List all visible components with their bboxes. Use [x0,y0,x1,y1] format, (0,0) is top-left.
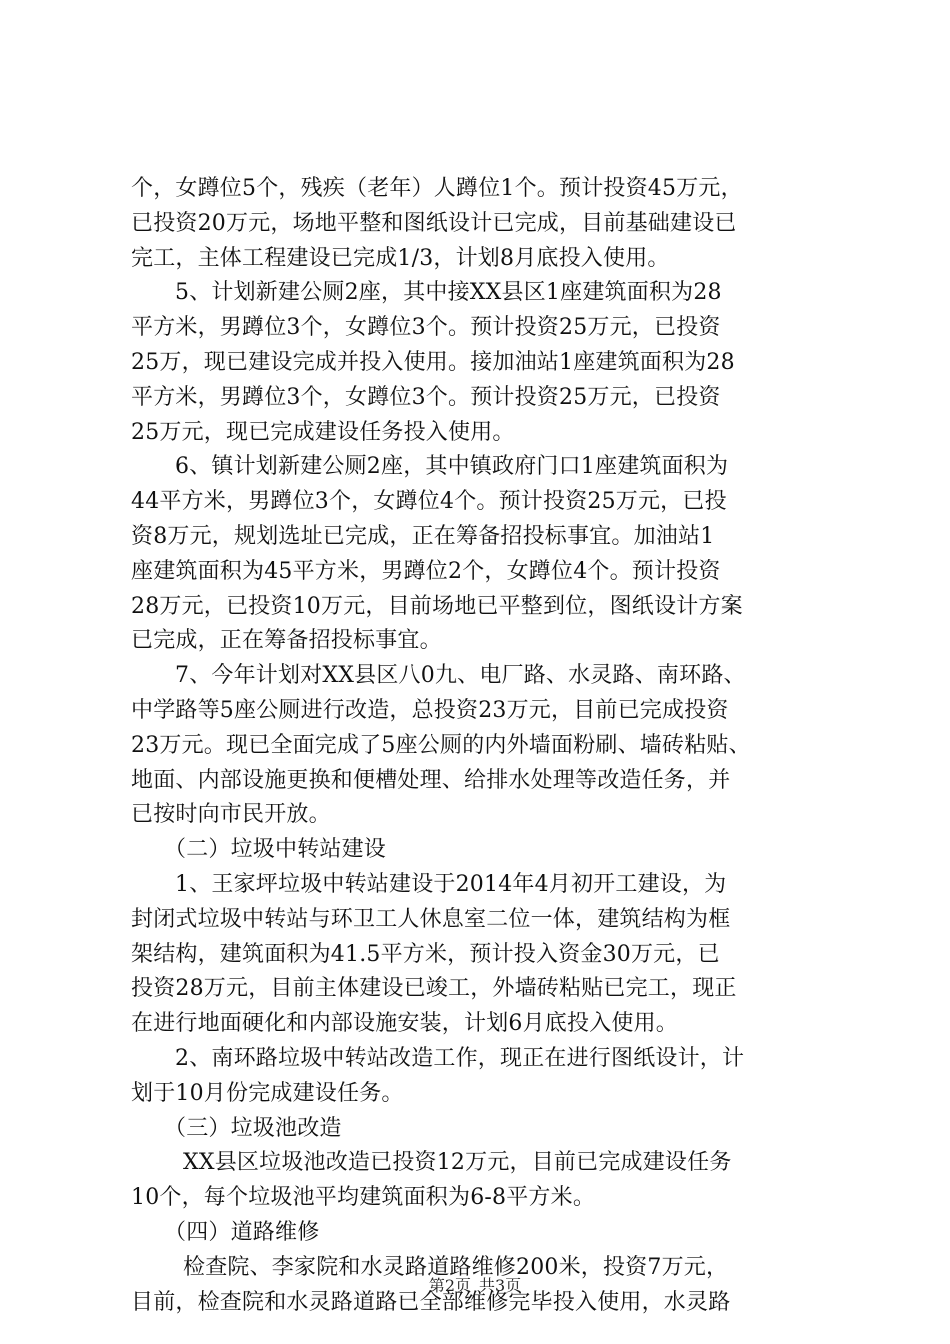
page-footer [0,1276,950,1296]
paragraph-road-repair: 检查院、李家院和水灵路道路维修200米，投资7万元， [183,1254,729,1280]
text-line: 目前，检查院和水灵路道路已全部维修完毕投入使用，水灵路 [131,1289,731,1315]
text-line: 架结构，建筑面积为41.5平方米，预计投入资金30万元，已 [131,941,720,967]
text-line: 座建筑面积为45平方米，男蹲位2个，女蹲位4个。预计投资 [131,558,721,584]
paragraph-6-start: 6、镇计划新建公厕2座，其中镇政府门口1座建筑面积为 [175,454,729,480]
text-line: 已完成，正在筹备招投标事宜。 [131,628,442,654]
section-heading: （三）垃圾池改造 [164,1115,342,1141]
paragraph-garbage-pool: XX县区垃圾池改造已投资12万元，目前已完成建设任务 [183,1150,732,1176]
text-line: 完工，主体工程建设已完成1/3，计划8月底投入使用。 [131,245,670,271]
section-heading: （四）道路维修 [164,1219,320,1245]
text-line: 划于10月份完成建设任务。 [131,1080,404,1106]
paragraph-7-start: 7、今年计划对XX县区八0九、电厂路、水灵路、南环路、 [175,663,746,689]
text-line: 平方米，男蹲位3个，女蹲位3个。预计投资25万元，已投资 [131,384,721,410]
text-line: 中学路等5座公厕进行改造，总投资23万元，目前已完成投资 [131,697,729,723]
text-line: 10个，每个垃圾池平均建筑面积为6-8平方米。 [131,1185,596,1211]
text-line: 23万元。现已全面完成了5座公厕的内外墙面粉刷、墙砖粘贴、 [131,732,751,758]
paragraph-5-start: 5、计划新建公厕2座，其中接XX县区1座建筑面积为28 [175,280,722,306]
section-heading: （二）垃圾中转站建设 [164,837,387,863]
text-line: 在进行地面硬化和内部设施安装，计划6月底投入使用。 [131,1011,678,1037]
text-line: 25万元，现已完成建设任务投入使用。 [131,419,515,445]
text-line: 25万，现已建设完成并投入使用。接加油站1座建筑面积为28 [131,349,735,375]
paragraph-transfer-station-2: 2、南环路垃圾中转站改造工作，现正在进行图纸设计，计 [175,1045,745,1071]
paragraph-transfer-station-1: 1、王家坪垃圾中转站建设于2014年4月初开工建设，为 [175,871,727,897]
page-number: 第2页 [428,1276,471,1295]
text-line: 44平方米，男蹲位3个，女蹲位4个。预计投资25万元，已投 [131,489,727,515]
document-body [131,172,831,1320]
text-line: 封闭式垃圾中转站与环卫工人休息室二位一体，建筑结构为框 [131,906,731,932]
text-line: 平方米，男蹲位3个，女蹲位3个。预计投资25万元，已投资 [131,315,721,341]
text-line: 资8万元，规划选址已完成，正在筹备招投标事宜。加油站1 [131,523,715,549]
text-line: 已投资20万元，场地平整和图纸设计已完成，目前基础建设已 [131,210,737,236]
page-total: 共3页 [479,1276,522,1295]
text-line: 个，女蹲位5个，残疾（老年）人蹲位1个。预计投资45万元， [131,176,743,201]
text-line: 28万元，已投资10万元，目前场地已平整到位，图纸设计方案 [131,593,743,619]
text-line: 已按时向市民开放。 [131,802,331,828]
text-line: 地面、内部设施更换和便槽处理、给排水处理等改造任务，并 [131,767,731,793]
text-line: 投资28万元，目前主体建设已竣工，外墙砖粘贴已完工，现正 [131,976,737,1002]
